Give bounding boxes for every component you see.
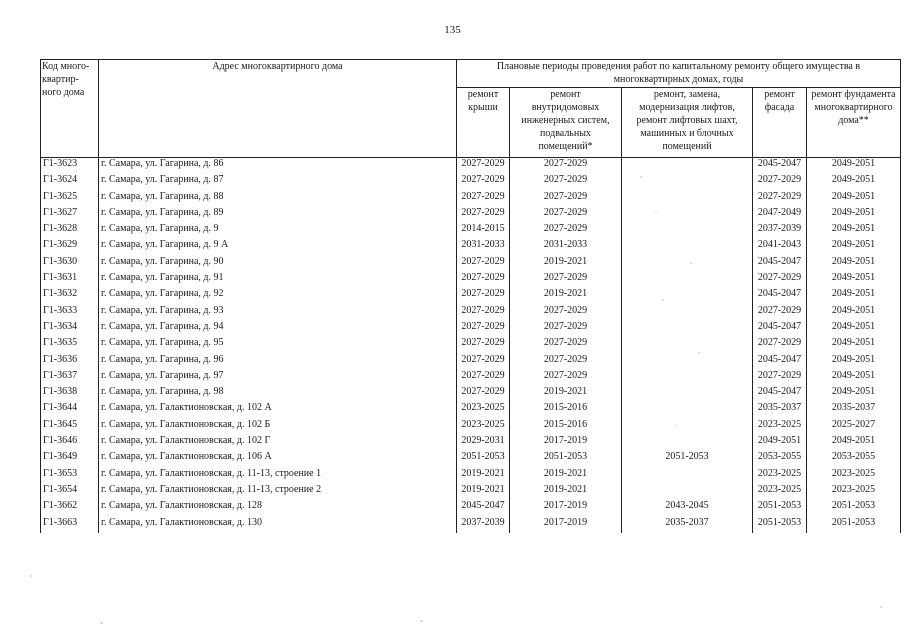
cell-foundation: 2025-2027	[807, 419, 901, 435]
cell-foundation: 2049-2051	[807, 370, 901, 386]
cell-elevators	[622, 239, 753, 255]
cell-facade: 2027-2029	[753, 305, 807, 321]
scan-speck	[676, 425, 678, 426]
cell-address: г. Самара, ул. Галактионовская, д. 102 А	[99, 402, 457, 418]
cell-facade: 2023-2025	[753, 484, 807, 500]
cell-code: Г1-3654	[41, 484, 99, 500]
cell-address: г. Самара, ул. Гагарина, д. 9 А	[99, 239, 457, 255]
cell-address: г. Самара, ул. Галактионовская, д. 102 Б	[99, 419, 457, 435]
page-number: 135	[444, 24, 461, 36]
cell-facade: 2045-2047	[753, 354, 807, 370]
cell-foundation: 2049-2051	[807, 174, 901, 190]
cell-roof: 2027-2029	[457, 337, 510, 353]
cell-facade: 2041-2043	[753, 239, 807, 255]
cell-systems: 2015-2016	[510, 402, 622, 418]
table-body	[41, 158, 901, 533]
cell-systems: 2027-2029	[510, 337, 622, 353]
cell-code: Г1-3634	[41, 321, 99, 337]
cell-address: г. Самара, ул. Гагарина, д. 87	[99, 174, 457, 190]
cell-roof: 2027-2029	[457, 191, 510, 207]
table-row	[41, 239, 901, 255]
cell-elevators: 2051-2053	[622, 451, 753, 467]
cell-code: Г1-3645	[41, 419, 99, 435]
cell-systems: 2027-2029	[510, 174, 622, 190]
cell-systems: 2017-2019	[510, 435, 622, 451]
cell-systems: 2027-2029	[510, 158, 622, 175]
cell-elevators	[622, 321, 753, 337]
cell-roof: 2027-2029	[457, 386, 510, 402]
cell-elevators	[622, 386, 753, 402]
cell-foundation: 2049-2051	[807, 191, 901, 207]
table-row	[41, 288, 901, 304]
cell-facade: 2053-2055	[753, 451, 807, 467]
cell-roof: 2027-2029	[457, 288, 510, 304]
cell-code: Г1-3635	[41, 337, 99, 353]
cell-systems: 2015-2016	[510, 419, 622, 435]
cell-elevators	[622, 288, 753, 304]
scan-speck	[640, 176, 642, 178]
table-header	[41, 60, 901, 158]
header-elevators	[622, 88, 753, 158]
table-row	[41, 272, 901, 288]
cell-foundation: 2049-2051	[807, 337, 901, 353]
cell-address: г. Самара, ул. Галактионовская, д. 130	[99, 517, 457, 533]
table-row	[41, 386, 901, 402]
header-address	[99, 60, 457, 158]
cell-elevators	[622, 354, 753, 370]
cell-facade: 2027-2029	[753, 174, 807, 190]
cell-facade: 2045-2047	[753, 321, 807, 337]
cell-elevators	[622, 223, 753, 239]
cell-address: г. Самара, ул. Галактионовская, д. 11-13, строение 1	[99, 468, 457, 484]
cell-foundation: 2035-2037	[807, 402, 901, 418]
cell-address: г. Самара, ул. Гагарина, д. 90	[99, 256, 457, 272]
cell-elevators	[622, 468, 753, 484]
cell-elevators	[622, 272, 753, 288]
cell-address: г. Самара, ул. Гагарина, д. 93	[99, 305, 457, 321]
cell-systems: 2027-2029	[510, 207, 622, 223]
cell-facade: 2027-2029	[753, 272, 807, 288]
cell-systems: 2019-2021	[510, 386, 622, 402]
cell-roof: 2027-2029	[457, 370, 510, 386]
cell-systems: 2019-2021	[510, 484, 622, 500]
scan-speck	[662, 299, 664, 301]
table-row	[41, 305, 901, 321]
cell-roof: 2027-2029	[457, 158, 510, 175]
header-roof	[457, 88, 510, 158]
table-row	[41, 435, 901, 451]
cell-facade: 2045-2047	[753, 288, 807, 304]
cell-systems: 2031-2033	[510, 239, 622, 255]
cell-elevators	[622, 256, 753, 272]
cell-roof: 2027-2029	[457, 305, 510, 321]
cell-code: Г1-3663	[41, 517, 99, 533]
cell-roof: 2031-2033	[457, 239, 510, 255]
table-row	[41, 174, 901, 190]
cell-facade: 2045-2047	[753, 256, 807, 272]
header-systems-label: ремонт внутридомовых инженерных систем, подвальных помещений*	[521, 89, 610, 153]
cell-address: г. Самара, ул. Гагарина, д. 86	[99, 158, 457, 175]
cell-address: г. Самара, ул. Гагарина, д. 96	[99, 354, 457, 370]
cell-foundation: 2051-2053	[807, 500, 901, 516]
cell-systems: 2019-2021	[510, 468, 622, 484]
cell-foundation: 2053-2055	[807, 451, 901, 467]
cell-roof: 2051-2053	[457, 451, 510, 467]
cell-roof: 2019-2021	[457, 468, 510, 484]
scan-speck	[880, 606, 882, 608]
cell-roof: 2014-2015	[457, 223, 510, 239]
cell-address: г. Самара, ул. Галактионовская, д. 106 А	[99, 451, 457, 467]
cell-systems: 2027-2029	[510, 370, 622, 386]
cell-code: Г1-3631	[41, 272, 99, 288]
cell-code: Г1-3633	[41, 305, 99, 321]
header-roof-label: ремонт крыши	[467, 89, 499, 114]
cell-roof: 2037-2039	[457, 517, 510, 533]
cell-code: Г1-3623	[41, 158, 99, 175]
table-row	[41, 321, 901, 337]
header-systems	[510, 88, 622, 158]
cell-elevators	[622, 435, 753, 451]
cell-foundation: 2023-2025	[807, 484, 901, 500]
cell-roof: 2023-2025	[457, 419, 510, 435]
cell-systems: 2051-2053	[510, 451, 622, 467]
cell-address: г. Самара, ул. Гагарина, д. 94	[99, 321, 457, 337]
scan-speck	[100, 622, 103, 624]
table-row	[41, 402, 901, 418]
header-code	[41, 60, 99, 158]
cell-foundation: 2049-2051	[807, 354, 901, 370]
capital-repair-table	[40, 59, 901, 533]
cell-foundation: 2049-2051	[807, 288, 901, 304]
table-row	[41, 191, 901, 207]
cell-address: г. Самара, ул. Гагарина, д. 97	[99, 370, 457, 386]
table-row	[41, 256, 901, 272]
cell-code: Г1-3646	[41, 435, 99, 451]
cell-code: Г1-3628	[41, 223, 99, 239]
table-row	[41, 484, 901, 500]
cell-facade: 2047-2049	[753, 207, 807, 223]
table-row	[41, 468, 901, 484]
cell-code: Г1-3627	[41, 207, 99, 223]
cell-facade: 2037-2039	[753, 223, 807, 239]
cell-elevators	[622, 419, 753, 435]
cell-facade: 2045-2047	[753, 386, 807, 402]
cell-code: Г1-3649	[41, 451, 99, 467]
cell-roof: 2019-2021	[457, 484, 510, 500]
cell-elevators: 2043-2045	[622, 500, 753, 516]
cell-address: г. Самара, ул. Гагарина, д. 9	[99, 223, 457, 239]
cell-code: Г1-3636	[41, 354, 99, 370]
cell-roof: 2027-2029	[457, 321, 510, 337]
cell-address: г. Самара, ул. Гагарина, д. 98	[99, 386, 457, 402]
cell-facade: 2051-2053	[753, 517, 807, 533]
cell-systems: 2019-2021	[510, 256, 622, 272]
cell-code: Г1-3630	[41, 256, 99, 272]
cell-address: г. Самара, ул. Гагарина, д. 91	[99, 272, 457, 288]
cell-code: Г1-3629	[41, 239, 99, 255]
scan-speck	[690, 262, 692, 264]
cell-code: Г1-3644	[41, 402, 99, 418]
cell-foundation: 2049-2051	[807, 223, 901, 239]
header-address-label: Адрес многоквартирного дома	[212, 61, 343, 72]
cell-facade: 2023-2025	[753, 468, 807, 484]
cell-foundation: 2049-2051	[807, 321, 901, 337]
cell-roof: 2027-2029	[457, 207, 510, 223]
header-elevators-label: ремонт, замена, модернизация лифтов, ремонт лифтовых шахт, машинных и блочных помещений	[636, 89, 738, 153]
header-periods-label: Плановые периоды проведения работ по капитальному ремонту общего имущества в многоквартирных домах, годы	[496, 61, 861, 85]
table-row	[41, 223, 901, 239]
cell-systems: 2027-2029	[510, 191, 622, 207]
cell-foundation: 2049-2051	[807, 239, 901, 255]
table-row	[41, 158, 901, 175]
cell-elevators	[622, 305, 753, 321]
cell-roof: 2023-2025	[457, 402, 510, 418]
cell-facade: 2049-2051	[753, 435, 807, 451]
cell-facade: 2051-2053	[753, 500, 807, 516]
cell-facade: 2027-2029	[753, 191, 807, 207]
cell-elevators	[622, 484, 753, 500]
cell-foundation: 2051-2053	[807, 517, 901, 533]
header-facade-label: ремонт фасада	[764, 89, 795, 114]
table-row	[41, 370, 901, 386]
cell-systems: 2027-2029	[510, 272, 622, 288]
cell-systems: 2017-2019	[510, 517, 622, 533]
cell-foundation: 2049-2051	[807, 305, 901, 321]
table-row	[41, 451, 901, 467]
cell-roof: 2027-2029	[457, 256, 510, 272]
cell-foundation: 2049-2051	[807, 158, 901, 175]
header-periods	[457, 60, 901, 88]
scan-speck	[30, 575, 32, 577]
cell-foundation: 2049-2051	[807, 386, 901, 402]
table-row	[41, 337, 901, 353]
cell-address: г. Самара, ул. Галактионовская, д. 102 Г	[99, 435, 457, 451]
cell-systems: 2027-2029	[510, 223, 622, 239]
cell-code: Г1-3638	[41, 386, 99, 402]
cell-facade: 2023-2025	[753, 419, 807, 435]
cell-elevators	[622, 207, 753, 223]
cell-foundation: 2049-2051	[807, 435, 901, 451]
table-row	[41, 207, 901, 223]
cell-address: г. Самара, ул. Галактионовская, д. 128	[99, 500, 457, 516]
cell-facade: 2035-2037	[753, 402, 807, 418]
cell-elevators	[622, 158, 753, 175]
cell-elevators	[622, 402, 753, 418]
scan-speck	[698, 352, 700, 354]
cell-code: Г1-3662	[41, 500, 99, 516]
cell-address: г. Самара, ул. Галактионовская, д. 11-13, строение 2	[99, 484, 457, 500]
cell-address: г. Самара, ул. Гагарина, д. 95	[99, 337, 457, 353]
cell-code: Г1-3653	[41, 468, 99, 484]
cell-code: Г1-3637	[41, 370, 99, 386]
cell-systems: 2019-2021	[510, 288, 622, 304]
cell-systems: 2017-2019	[510, 500, 622, 516]
cell-elevators	[622, 191, 753, 207]
cell-address: г. Самара, ул. Гагарина, д. 92	[99, 288, 457, 304]
cell-address: г. Самара, ул. Гагарина, д. 88	[99, 191, 457, 207]
cell-elevators: 2035-2037	[622, 517, 753, 533]
cell-foundation: 2023-2025	[807, 468, 901, 484]
table-row	[41, 517, 901, 533]
cell-foundation: 2049-2051	[807, 272, 901, 288]
header-facade	[753, 88, 807, 158]
header-code-label: Код много- квартир- ного дома	[42, 61, 90, 98]
table-row	[41, 500, 901, 516]
table-row	[41, 419, 901, 435]
scan-speck	[420, 620, 423, 622]
header-foundation	[807, 88, 901, 158]
cell-systems: 2027-2029	[510, 305, 622, 321]
cell-roof: 2027-2029	[457, 354, 510, 370]
cell-code: Г1-3624	[41, 174, 99, 190]
cell-systems: 2027-2029	[510, 354, 622, 370]
cell-elevators	[622, 370, 753, 386]
table-row	[41, 354, 901, 370]
cell-facade: 2027-2029	[753, 370, 807, 386]
cell-facade: 2027-2029	[753, 337, 807, 353]
cell-foundation: 2049-2051	[807, 207, 901, 223]
header-foundation-label: ремонт фундамента многоквартирного дома**	[811, 89, 896, 127]
cell-code: Г1-3625	[41, 191, 99, 207]
cell-address: г. Самара, ул. Гагарина, д. 89	[99, 207, 457, 223]
cell-foundation: 2049-2051	[807, 256, 901, 272]
cell-roof: 2027-2029	[457, 272, 510, 288]
cell-elevators	[622, 337, 753, 353]
cell-roof: 2029-2031	[457, 435, 510, 451]
scan-speck	[655, 212, 657, 213]
cell-roof: 2027-2029	[457, 174, 510, 190]
cell-facade: 2045-2047	[753, 158, 807, 175]
cell-code: Г1-3632	[41, 288, 99, 304]
cell-roof: 2045-2047	[457, 500, 510, 516]
cell-systems: 2027-2029	[510, 321, 622, 337]
